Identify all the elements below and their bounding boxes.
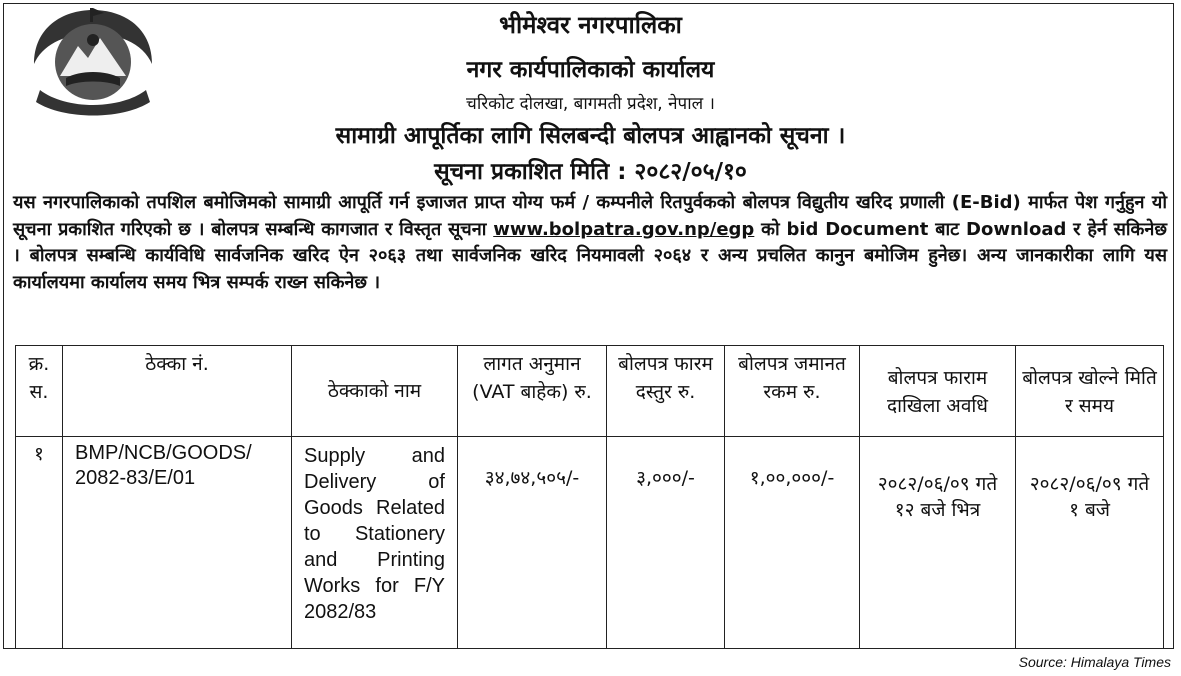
header-form-fee: बोलपत्र फारम दस्तुर रु. — [607, 346, 725, 437]
header-contract-name: ठेक्काको नाम — [292, 346, 458, 437]
cell-opening-time: २०८२/०६/०९ गते १ बजे — [1016, 437, 1164, 649]
source-credit: Source: Himalaya Times — [1018, 654, 1171, 670]
cell-serial: १ — [16, 437, 63, 649]
body-text-part-1: यस नगरपालिकाको तपशिल बमोजिमको सामाग्री आपूर्ति गर्न इजाजत प्राप्त योग्य फर्म / कम्पनीले रितपुर्वकको बोलपत्र विद्युतीय खरिद प्रणाली (E-Bid) मार्फत पेश गर्नुहुन यो सूचना प्रकाशित गरिएको छ । बोलपत्र सम्बन्धि कागजात र विस्तृत सूचना — [13, 192, 1167, 240]
cell-bid-security: १,००,०००/- — [725, 437, 860, 649]
table-header-row — [16, 346, 1164, 437]
body-text-part-2: को bid Document बाट Download र हेर्न सकिनेछ । बोलपत्र सम्बन्धि कार्यविधि सार्वजनिक खरिद ऐन २०६३ तथा सार्वजनिक खरिद नियमावली २०६४ र अन्य प्रचलित कानुन बमोजिम हुनेछ। अन्य जानकारीका लागि यस कार्यालयमा कार्यालय समय भित्र सम्पर्क राख्न सकिनेछ । — [13, 218, 1167, 293]
header-opening-time: बोलपत्र खोल्ने मिति र समय — [1016, 346, 1164, 437]
municipality-name: भीमेश्वर नगरपालिका — [499, 11, 682, 39]
bolpatra-link[interactable]: www.bolpatra.gov.np/egp — [493, 218, 755, 240]
office-address: चरिकोट दोलखा, बागमती प्रदेश, नेपाल । — [466, 94, 715, 114]
cell-submission-deadline: २०८२/०६/०९ गते १२ बजे भित्र — [860, 437, 1016, 649]
cell-contract-name: Supply and Delivery of Goods Related to Stationery and Printing Works for F/Y 2082/83 — [292, 437, 458, 649]
office-name: नगर कार्यपालिकाको कार्यालय — [466, 57, 715, 83]
publish-date: सूचना प्रकाशित मिति : २०८२/०५/१० — [434, 159, 747, 185]
header-cost-estimate: लागत अनुमान (VAT बाहेक) रु. — [458, 346, 607, 437]
tender-table — [15, 345, 1164, 649]
header-serial: क्र. स. — [16, 346, 63, 437]
cell-contract-no: BMP/NCB/GOODS/ 2082-83/E/01 — [63, 437, 292, 649]
notice-title: सामाग्री आपूर्तिका लागि सिलबन्दी बोलपत्र आह्वानको सूचना । — [335, 123, 846, 149]
header-submission-deadline: बोलपत्र फाराम दाखिला अवधि — [860, 346, 1016, 437]
cell-form-fee: ३,०००/- — [607, 437, 725, 649]
table-row — [16, 437, 1164, 649]
notice-body — [13, 190, 1167, 296]
cell-cost-estimate: ३४,७४,५०५/- — [458, 437, 607, 649]
header-bid-security: बोलपत्र जमानत रकम रु. — [725, 346, 860, 437]
header-contract-no: ठेक्का नं. — [63, 346, 292, 437]
